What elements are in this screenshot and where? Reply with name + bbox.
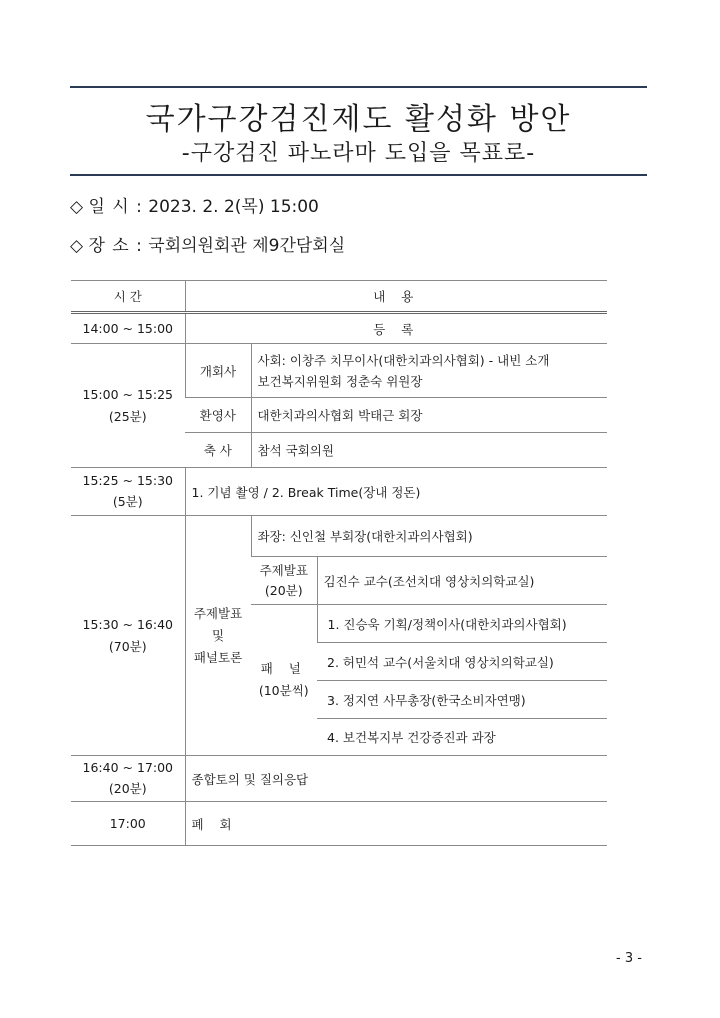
panel-duration: (10분씩) — [258, 683, 309, 698]
place-line — [70, 231, 345, 256]
table-row — [71, 344, 607, 398]
date-line — [70, 192, 319, 217]
welcome-label: 환영사 — [185, 398, 251, 433]
time-range: 15:00 ~ 15:25 — [82, 386, 173, 402]
time-range: 16:40 ~ 17:00 — [82, 760, 173, 775]
row-time — [71, 468, 185, 516]
opening-content — [251, 344, 607, 398]
date-value: 2023. 2. 2(목) 15:00 — [148, 197, 319, 217]
presentation-label-line: 주제발표 — [259, 562, 308, 578]
row-content: 1. 기념 촬영 / 2. Break Time(장내 정돈) — [185, 468, 607, 516]
row-time — [71, 756, 185, 802]
place-label: 장 소 : — [88, 236, 143, 256]
table-row — [71, 756, 607, 802]
panel-item: 3. 정지연 사무총장(한국소비자연맹) — [317, 681, 607, 719]
place-value: 국회의원회관 제9간담회실 — [148, 236, 346, 256]
time-duration: (70분) — [108, 638, 147, 654]
document-title: 국가구강검진제도 활성화 방안 — [145, 102, 572, 137]
panel-item: 2. 허민석 교수(서울치대 영상치의학교실) — [317, 643, 607, 681]
row-time: 17:00 — [71, 802, 185, 846]
welcome-content: 대한치과의사협회 박태근 회장 — [251, 398, 607, 433]
diamond-bullet-icon: ◇ — [70, 236, 84, 256]
title-box — [70, 86, 647, 176]
row-time — [71, 344, 185, 468]
schedule-table — [71, 280, 607, 846]
table-row — [71, 516, 607, 557]
header-content: 내 용 — [185, 281, 607, 313]
session-label-line: 패널토론 — [193, 649, 243, 665]
diamond-bullet-icon: ◇ — [70, 197, 84, 217]
time-range: 15:25 ~ 15:30 — [82, 473, 173, 488]
page-number: - 3 - — [616, 951, 642, 966]
presentation-label — [251, 557, 317, 605]
document-subtitle: -구강검진 파노라마 도입을 목표로- — [181, 141, 536, 166]
panel-item: 1. 진승욱 기획/정책이사(대한치과의사협회) — [317, 605, 607, 643]
opening-line: 사회: 이창주 치무이사(대한치과의사협회) - 내빈 소개 — [257, 352, 550, 368]
time-range: 15:30 ~ 16:40 — [82, 616, 173, 632]
time-duration: (25분) — [108, 408, 147, 424]
panel-label-line: 패 널 — [260, 661, 307, 676]
table-row — [71, 468, 607, 516]
opening-label: 개회사 — [185, 344, 251, 398]
time-duration: (5분) — [112, 494, 143, 509]
table-header-row — [71, 281, 607, 313]
session-label-line: 및 — [211, 627, 225, 643]
row-time — [71, 516, 185, 756]
presentation-duration: (20분) — [264, 582, 303, 598]
presenter-content: 김진수 교수(조선치대 영상치의학교실) — [317, 557, 607, 605]
row-content: 종합토의 및 질의응답 — [185, 756, 607, 802]
session-label-line: 주제발표 — [193, 605, 243, 621]
date-label: 일 시 : — [88, 197, 143, 217]
header-time: 시 간 — [71, 281, 185, 313]
opening-line: 보건복지위원회 정춘숙 위원장 — [257, 373, 423, 389]
table-row — [71, 313, 607, 344]
time-duration: (20분) — [108, 781, 147, 796]
session-label — [185, 516, 251, 756]
table-row — [71, 802, 607, 846]
panel-item: 4. 보건복지부 건강증진과 과장 — [317, 719, 607, 756]
panel-label — [251, 605, 317, 756]
row-content: 등 록 — [185, 313, 607, 344]
chair-content: 좌장: 신인철 부회장(대한치과의사협회) — [251, 516, 607, 557]
congrats-label: 축 사 — [185, 433, 251, 468]
row-time: 14:00 ~ 15:00 — [71, 313, 185, 344]
congrats-content: 참석 국회의원 — [251, 433, 607, 468]
row-content: 폐 회 — [185, 802, 607, 846]
